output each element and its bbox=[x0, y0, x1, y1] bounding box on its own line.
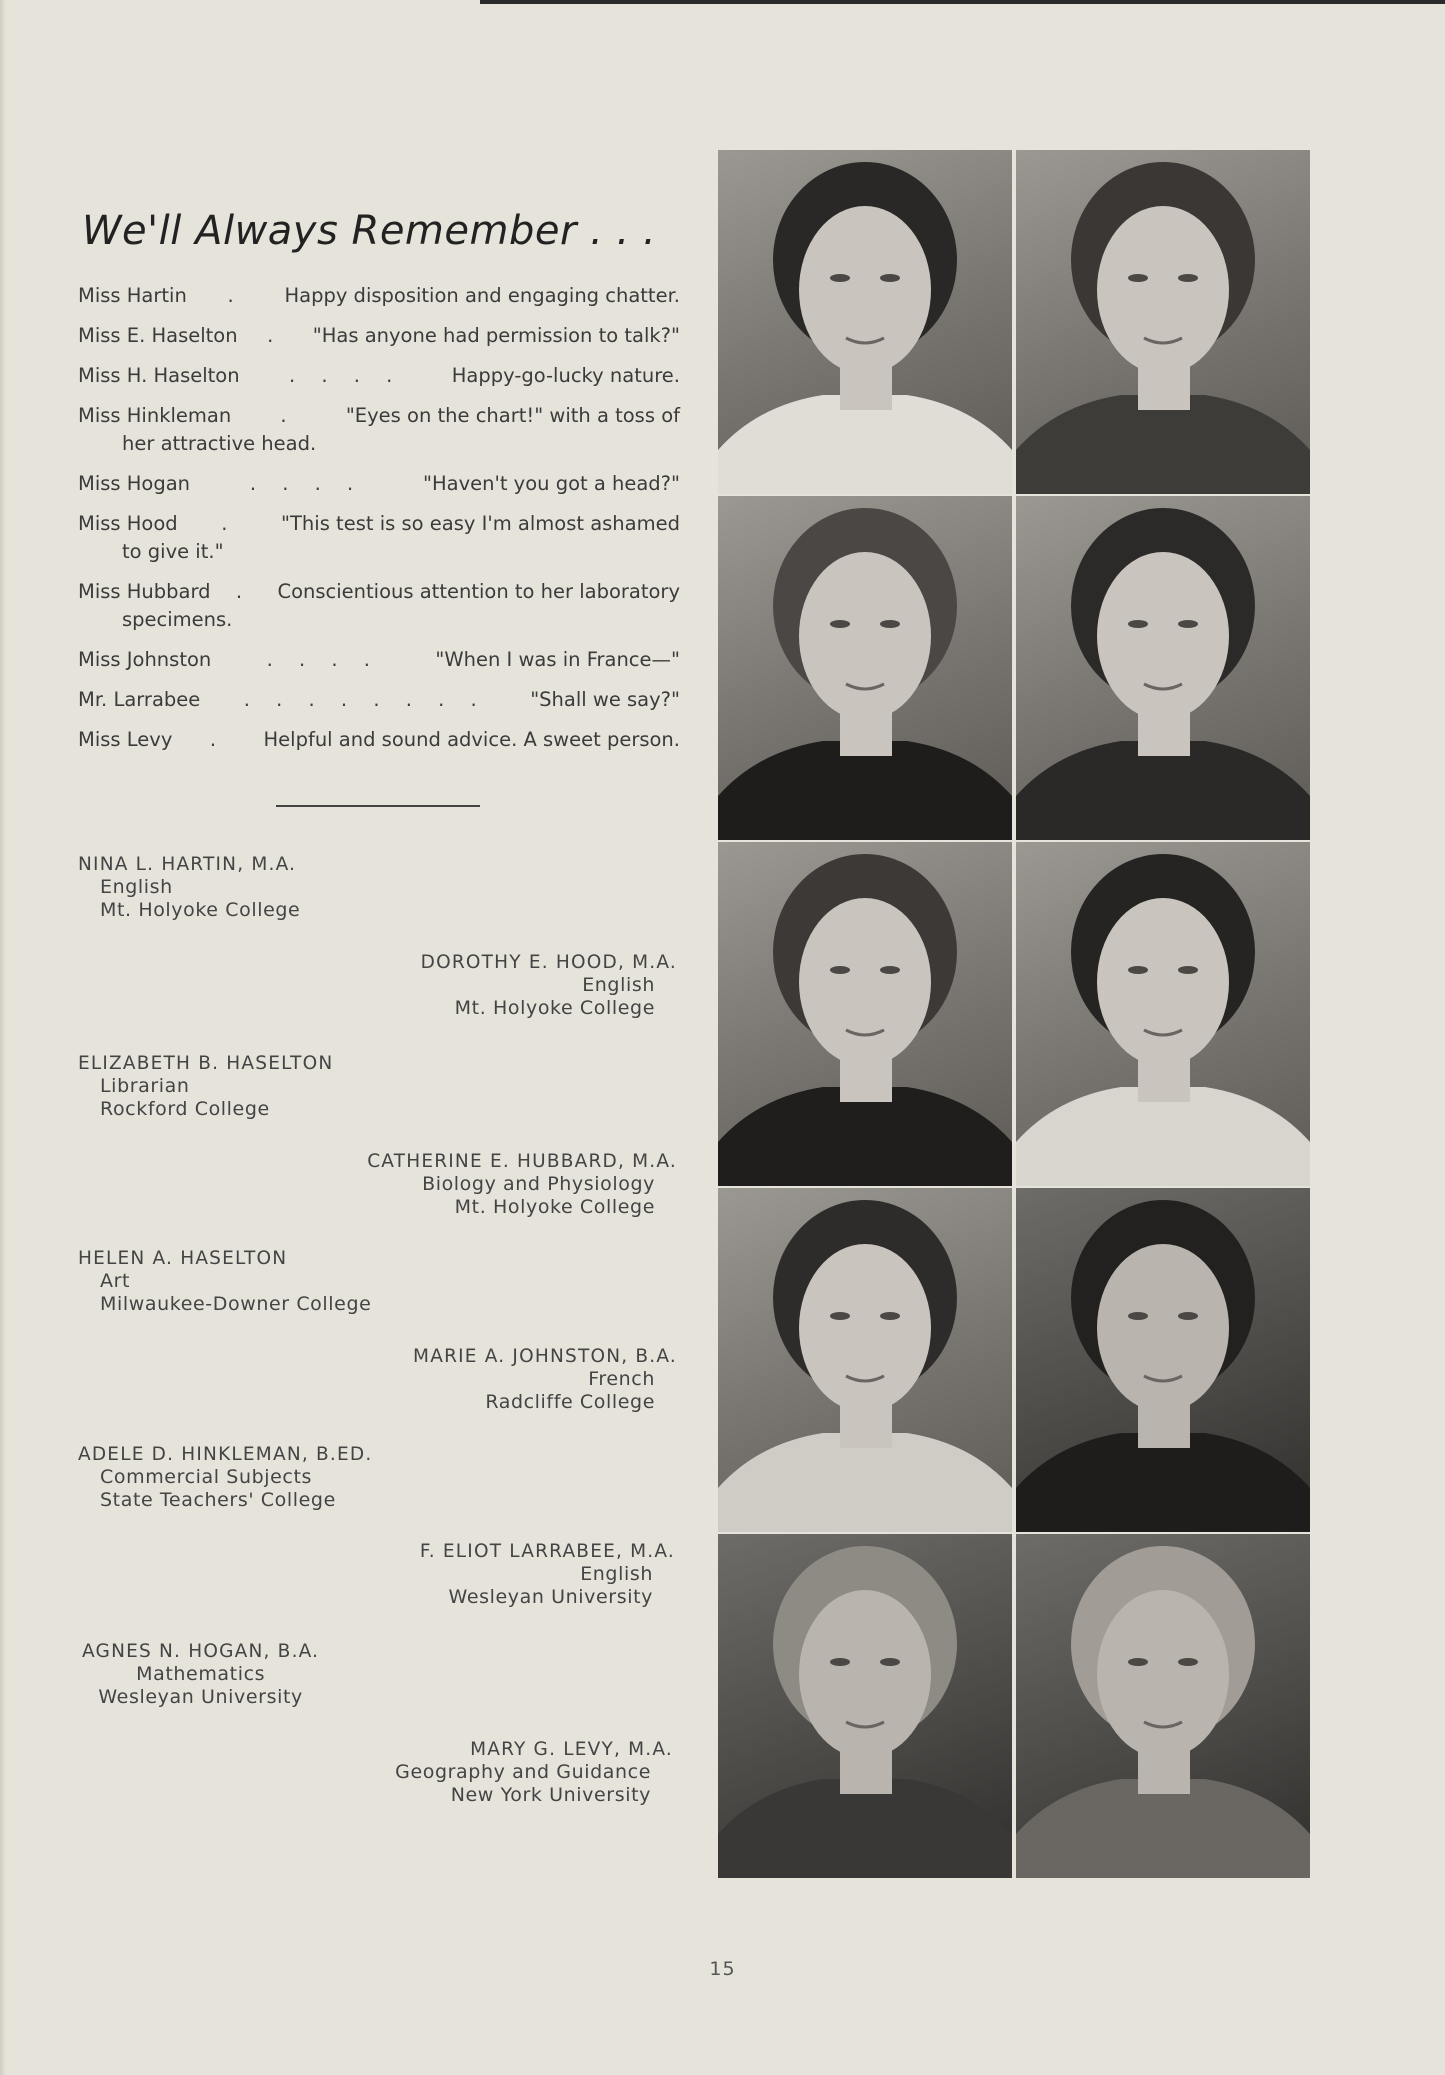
portrait-face bbox=[799, 898, 931, 1066]
portrait-eye bbox=[1128, 1312, 1148, 1320]
memory-leader-dots: . bbox=[267, 324, 284, 347]
memory-name: Mr. Larrabee bbox=[78, 688, 201, 711]
memory-item bbox=[78, 322, 680, 350]
memory-quote: "Has anyone had permission to talk?" bbox=[312, 324, 680, 347]
memory-name: Miss Johnston bbox=[78, 648, 212, 671]
memory-name: Miss Hinkleman bbox=[78, 404, 232, 427]
memory-leader-dots: . bbox=[280, 404, 297, 427]
memory-leader-dots: . bbox=[235, 580, 253, 603]
memory-name: Miss Hood bbox=[78, 512, 178, 535]
portrait-eye bbox=[1128, 620, 1148, 628]
faculty-entry bbox=[82, 1640, 319, 1709]
memory-leader-dots: . bbox=[209, 728, 227, 751]
faculty-portrait bbox=[1016, 496, 1310, 840]
portrait-eye bbox=[830, 1312, 850, 1320]
faculty-entry bbox=[78, 1247, 371, 1316]
faculty-portrait bbox=[1016, 1188, 1310, 1532]
faculty-name: F. ELIOT LARRABEE, M.A. bbox=[419, 1541, 675, 1562]
faculty-subject: Commercial Subjects bbox=[100, 1466, 313, 1488]
portrait-eye bbox=[880, 620, 900, 628]
portrait-grid bbox=[718, 150, 1318, 1880]
portrait-eye bbox=[1128, 1658, 1148, 1666]
faculty-subject: Mathematics bbox=[136, 1663, 266, 1685]
portrait-face bbox=[799, 1590, 931, 1758]
faculty-subject: English bbox=[100, 876, 173, 898]
portrait-eye bbox=[1178, 1658, 1198, 1666]
memory-item bbox=[78, 646, 680, 674]
faculty-school: Rockford College bbox=[100, 1098, 270, 1120]
faculty-name: MARIE A. JOHNSTON, B.A. bbox=[413, 1346, 677, 1367]
faculty-subject: Librarian bbox=[100, 1075, 190, 1097]
page-edge-shadow bbox=[0, 0, 6, 2075]
portrait-eye bbox=[1178, 966, 1198, 974]
faculty-portrait bbox=[1016, 842, 1310, 1186]
memory-quote-continued: to give it." bbox=[122, 540, 224, 563]
faculty-entry bbox=[78, 853, 300, 922]
memory-item bbox=[78, 510, 680, 566]
faculty-portrait bbox=[718, 842, 1012, 1186]
faculty-name: MARY G. LEVY, M.A. bbox=[470, 1739, 673, 1760]
portrait-face bbox=[1097, 552, 1229, 720]
portrait-eye bbox=[1178, 1312, 1198, 1320]
memory-quote: Helpful and sound advice. A sweet person. bbox=[263, 728, 680, 751]
faculty-entry bbox=[367, 1150, 677, 1219]
memory-leader-dots: . . . . bbox=[249, 472, 364, 495]
portrait-eye bbox=[1128, 274, 1148, 282]
memory-name: Miss H. Haselton bbox=[78, 364, 240, 387]
memory-name: Miss E. Haselton bbox=[78, 324, 238, 347]
faculty-school: New York University bbox=[450, 1784, 651, 1806]
portrait-eye bbox=[1178, 274, 1198, 282]
portrait-eye bbox=[830, 274, 850, 282]
memory-leader-dots: . bbox=[227, 284, 244, 307]
portrait-face bbox=[1097, 898, 1229, 1066]
portrait-face bbox=[799, 552, 931, 720]
page-number: 15 bbox=[709, 1958, 736, 1980]
memory-quote: "Eyes on the chart!" with a toss of bbox=[345, 404, 680, 427]
portrait-eye bbox=[830, 966, 850, 974]
faculty-school: Milwaukee-Downer College bbox=[100, 1293, 372, 1315]
faculty-school: Mt. Holyoke College bbox=[454, 997, 655, 1019]
memory-item bbox=[78, 686, 680, 714]
page-title: We'll Always Remember . . . bbox=[82, 208, 657, 254]
faculty-subject: English bbox=[582, 974, 655, 996]
faculty-entry bbox=[420, 1540, 675, 1609]
memory-name: Miss Hubbard bbox=[78, 580, 211, 603]
memory-quote: "Haven't you got a head?" bbox=[422, 472, 680, 495]
memory-quote-continued: her attractive head. bbox=[122, 432, 317, 455]
faculty-name: AGNES N. HOGAN, B.A. bbox=[82, 1641, 320, 1662]
portrait-eye bbox=[830, 620, 850, 628]
faculty-entry bbox=[78, 1052, 333, 1121]
memory-item bbox=[78, 402, 680, 458]
memory-item bbox=[78, 726, 680, 754]
memory-item bbox=[78, 470, 680, 498]
faculty-portrait bbox=[718, 1534, 1012, 1878]
faculty-name: ADELE D. HINKLEMAN, B.ED. bbox=[78, 1444, 373, 1465]
faculty-subject: English bbox=[580, 1563, 653, 1585]
memory-leader-dots: . . . . bbox=[288, 364, 403, 387]
memory-quote: Happy-go-lucky nature. bbox=[451, 364, 680, 387]
memory-leader-dots: . . . . . . . . bbox=[243, 688, 487, 711]
memories-list bbox=[78, 282, 680, 766]
memory-quote: "Shall we say?" bbox=[530, 688, 680, 711]
faculty-school: Mt. Holyoke College bbox=[100, 899, 301, 921]
faculty-school: State Teachers' College bbox=[100, 1489, 336, 1511]
portrait-eye bbox=[1128, 966, 1148, 974]
faculty-entry bbox=[78, 1443, 372, 1512]
faculty-subject: French bbox=[588, 1368, 655, 1390]
memory-quote: "When I was in France—" bbox=[435, 648, 680, 671]
portrait-face bbox=[799, 206, 931, 374]
memory-quote: "This test is so easy I'm almost ashamed bbox=[281, 512, 680, 535]
faculty-portrait bbox=[718, 150, 1012, 494]
faculty-subject: Geography and Guidance bbox=[395, 1761, 651, 1783]
memory-name: Miss Levy bbox=[78, 728, 173, 751]
memory-item bbox=[78, 578, 680, 634]
portrait-eye bbox=[880, 1658, 900, 1666]
portrait-eye bbox=[1178, 620, 1198, 628]
memory-leader-dots: . . . . bbox=[266, 648, 380, 671]
faculty-subject: Biology and Physiology bbox=[422, 1173, 655, 1195]
faculty-entry bbox=[421, 951, 677, 1020]
faculty-school: Mt. Holyoke College bbox=[454, 1196, 655, 1218]
faculty-portrait bbox=[1016, 1534, 1310, 1878]
faculty-name: CATHERINE E. HUBBARD, M.A. bbox=[367, 1151, 677, 1172]
portrait-face bbox=[1097, 1244, 1229, 1412]
memory-quote-continued: specimens. bbox=[122, 608, 233, 631]
faculty-name: NINA L. HARTIN, M.A. bbox=[78, 854, 297, 875]
section-divider bbox=[276, 805, 480, 807]
faculty-entry bbox=[413, 1345, 677, 1414]
memory-quote: Conscientious attention to her laboratory bbox=[277, 580, 680, 603]
faculty-portrait bbox=[1016, 150, 1310, 494]
memory-leader-dots: . bbox=[221, 512, 238, 535]
portrait-eye bbox=[830, 1658, 850, 1666]
portrait-face bbox=[799, 1244, 931, 1412]
portrait-face bbox=[1097, 1590, 1229, 1758]
faculty-portrait bbox=[718, 496, 1012, 840]
faculty-school: Wesleyan University bbox=[448, 1586, 653, 1608]
memory-quote: Happy disposition and engaging chatter. bbox=[284, 284, 680, 307]
memory-name: Miss Hartin bbox=[78, 284, 187, 307]
faculty-name: HELEN A. HASELTON bbox=[78, 1248, 288, 1269]
faculty-school: Radcliffe College bbox=[485, 1391, 655, 1413]
faculty-name: ELIZABETH B. HASELTON bbox=[78, 1053, 334, 1074]
memory-item bbox=[78, 362, 680, 390]
portrait-eye bbox=[880, 1312, 900, 1320]
portrait-face bbox=[1097, 206, 1229, 374]
page-top-edge bbox=[480, 0, 1445, 4]
faculty-portrait bbox=[718, 1188, 1012, 1532]
faculty-school: Wesleyan University bbox=[98, 1686, 303, 1708]
portrait-eye bbox=[880, 274, 900, 282]
faculty-name: DOROTHY E. HOOD, M.A. bbox=[420, 952, 677, 973]
memory-name: Miss Hogan bbox=[78, 472, 191, 495]
portrait-eye bbox=[880, 966, 900, 974]
faculty-subject: Art bbox=[100, 1270, 131, 1292]
memory-item bbox=[78, 282, 680, 310]
faculty-entry bbox=[395, 1738, 673, 1807]
